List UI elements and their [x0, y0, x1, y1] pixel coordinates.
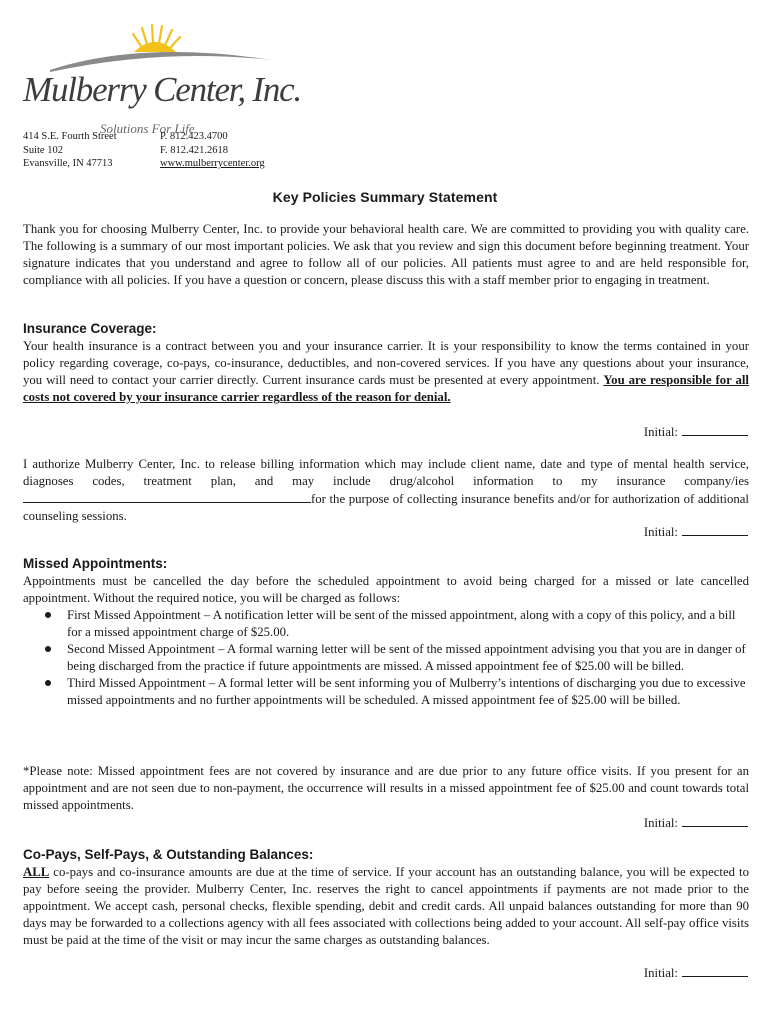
contact-block: [160, 130, 265, 171]
intro-paragraph: Thank you for choosing Mulberry Center, Inc. to provide your behavioral health care. We are committed to providing you with quality care. The following is a summary of our most important policies. We ask that you review and sign this document before beginning treatment. Your signature indicates that you understand and agree to follow all of our policies. All patients must agree to and are held responsible for, compliance with all policies. If you have a question or concern, please discuss this with a staff member prior to engaging in treatment.: [23, 222, 749, 287]
initial-field[interactable]: [682, 964, 748, 977]
authorization-initial: [644, 523, 748, 540]
org-name: Mulberry Center, Inc.: [23, 70, 302, 109]
copays-heading: Co-Pays, Self-Pays, & Outstanding Balances:: [23, 847, 314, 862]
copays-initial: [644, 964, 748, 981]
initial-field[interactable]: [682, 814, 748, 827]
initial-label: Initial:: [643, 425, 678, 439]
initial-field[interactable]: [682, 423, 748, 436]
bullet-icon: [45, 612, 51, 618]
initial-label: Initial:: [643, 525, 678, 539]
address-block: [23, 130, 117, 171]
phone-number: P. 812.423.4700: [160, 131, 228, 142]
list-item-text: Second Missed Appointment – A formal warning letter will be sent of the missed appointment advising you that you are in danger of being discharged from the practice if future appointments are missed. A missed appointment fee of $25.00 will be billed.: [67, 642, 746, 673]
insurance-initial: [644, 423, 748, 440]
bullet-icon: [45, 680, 51, 686]
insurance-body: Your health insurance is a contract between you and your insurance carrier. It is your responsibility to know the terms contained in your policy regarding coverage, co-pays, co-insurance, deductibles, and non-covered services. If you have any questions about your insurance, you will need to contact your carrier directly. Current insurance cards must be presented at every appointment.: [23, 339, 749, 387]
authorization-paragraph: [23, 456, 749, 525]
document-title: Key Policies Summary Statement: [272, 189, 498, 205]
insurance-emphasis: You are responsible for all costs not covered by your insurance carrier regardless of the reason for denial.: [23, 373, 749, 404]
org-tagline: Solutions For Life: [100, 121, 195, 136]
website-link[interactable]: www.mulberrycenter.org: [160, 158, 265, 169]
insurance-paragraph: [23, 338, 749, 406]
list-item: [23, 607, 749, 641]
initial-label: Initial:: [643, 816, 678, 830]
initial-label: Initial:: [643, 966, 678, 980]
initial-field[interactable]: [682, 523, 748, 536]
address-line: 414 S.E. Fourth Street: [23, 131, 117, 142]
missed-intro: Appointments must be cancelled the day before the scheduled appointment to avoid being charged for a missed or late cancelled appointment. Without the required notice, you will be charged as follows:: [23, 574, 749, 605]
copays-paragraph: [23, 864, 749, 949]
missed-list: [23, 607, 749, 709]
fax-number: F. 812.421.2618: [160, 144, 228, 156]
authorization-body-1: I authorize Mulberry Center, Inc. to release billing information which may include client name, date and type of mental health service, diagnoses codes, treatment plan, and may include drug/alcohol information to my insurance company/ies: [23, 457, 749, 488]
insurance-company-field[interactable]: [23, 490, 311, 503]
copays-lead: ALL: [23, 865, 50, 879]
list-item-text: First Missed Appointment – A notification letter will be sent of the missed appointment, along with a copy of this policy, and a bill for a missed appointment charge of $25.00.: [67, 608, 736, 639]
org-logo: [22, 20, 302, 136]
insurance-heading: Insurance Coverage:: [23, 321, 157, 336]
address-line: Evansville, IN 47713: [23, 158, 113, 169]
copays-body: co-pays and co-insurance amounts are due at the time of service. If your account has an outstanding balance, you will be expected to pay before seeing the provider. Mulberry Center, Inc. reserves the right to cancel appointments if payments are not made prior to the appointment. We accept cash, personal checks, flexible spending, debit and credit cards. All unpaid balances outstanding for more than 90 days may be forwarded to a collections agency with all fees associated with collections being added to your account. All self-pay office visits must be paid at the time of the visit or may incur the same charges as outstanding balances.: [23, 865, 749, 947]
list-item: [23, 675, 749, 709]
bullet-icon: [45, 646, 51, 652]
list-item-text: Third Missed Appointment – A formal letter will be sent informing you of Mulberry’s intentions of discharging you due to excessive missed appointments and no further appointments will be scheduled. A missed appointment fee of $25.00 will be billed.: [67, 676, 746, 707]
address-line: Suite 102: [23, 144, 63, 156]
authorization-body-2: for the purpose of collecting insurance benefits and/or for authorization of additional counseling sessions.: [23, 492, 749, 523]
missed-note: *Please note: Missed appointment fees are not covered by insurance and are due prior to any future office visits. If you present for an appointment and are not seen due to non-payment, the occurrence will results in a missed appointment fee of $25.00 and count towards total missed appointments.: [23, 764, 749, 812]
missed-heading: Missed Appointments:: [23, 556, 168, 571]
missed-initial: [644, 814, 748, 831]
list-item: [23, 641, 749, 675]
